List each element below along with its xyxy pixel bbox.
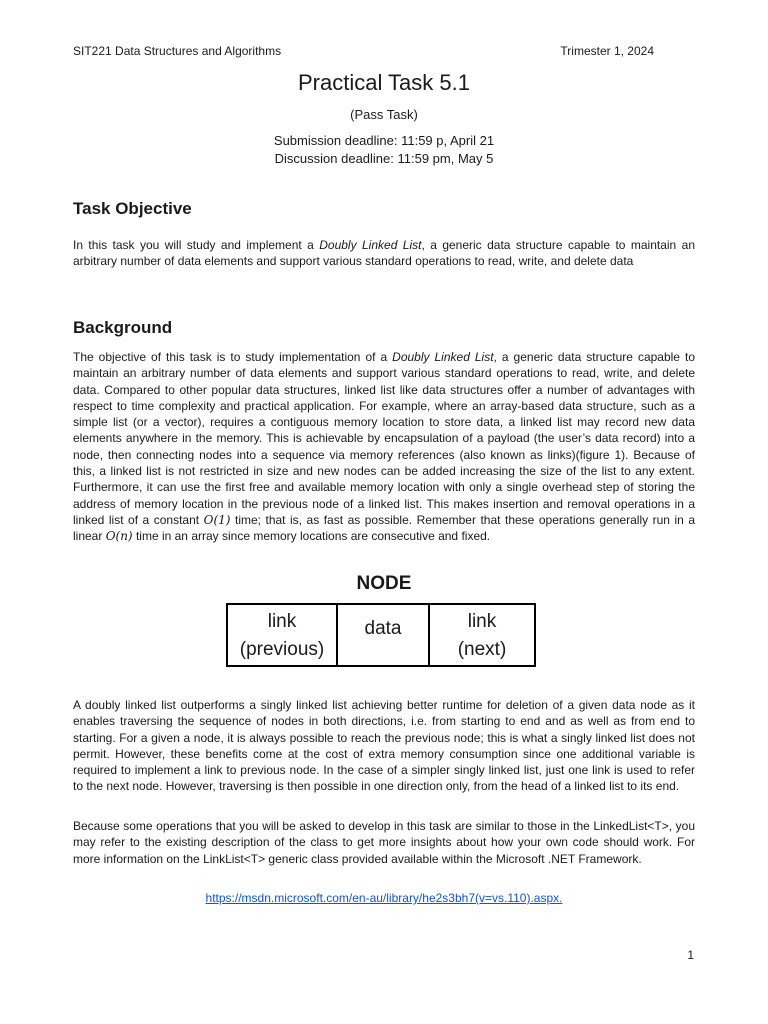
page-number: 1	[687, 948, 694, 962]
prev-link-label: link	[267, 611, 297, 632]
objective-heading: Task Objective	[73, 199, 192, 218]
bg1-text-c: time; that is, as fast as possible. Remember that these operations generally run in a linear	[73, 512, 695, 544]
node-figure-title: NODE	[356, 573, 412, 594]
linear-time-math: O(n)	[105, 529, 133, 544]
node-next-link-cell	[430, 605, 534, 665]
prev-link-sublabel: (previous)	[239, 639, 325, 660]
msdn-link-line	[0, 891, 768, 905]
background-paragraph-3: Because some operations that you will be asked to develop in this task are similar to those in the LinkedList<T>, you may refer to the existing description of the class to get more insights about how your own code should work. For more information on the LinkList<T> generic class provided available within the Microsoft .NET Framework.	[73, 819, 695, 866]
background-paragraph-2: A doubly linked list outperforms a singly linked list achieving better runtime for deletion of a given data node as it enables traversing the sequence of nodes in both directions, i.e. from starting to end and as well as from end to starting. For a given a node, it is always possible to reach the previous node; this is what a singly linked list does not permit. However, these benefits come at the cost of extra memory consumption since one additional variable is required to implement a link to previous node. In the case of a simpler singly linked list, just one link is used to refer to the next node. However, traversing is then possible in one direction only, from the head of a linked list to its end.	[73, 698, 695, 794]
discussion-deadline: Discussion deadline: 11:59 pm, May 5	[274, 151, 494, 166]
objective-text-2: , a generic data structure capable to maintain an arbitrary number of data elements and support various standard operations to read, write, and delete data	[73, 238, 695, 269]
msdn-link[interactable]: https://msdn.microsoft.com/en-au/library/he2s3bh7(v=vs.110).aspx.	[205, 891, 563, 905]
next-link-sublabel: (next)	[457, 639, 507, 660]
node-prev-link-cell	[228, 605, 338, 665]
objective-emphasis: Doubly Linked List	[319, 238, 422, 252]
background-heading: Background	[73, 318, 173, 337]
bg1-text-b: , a generic data structure capable to maintain an arbitrary number of data elements and support various standard operations to read, write, and delete data. Compared to other popular data structures, linked list like data structures offer a number of advantages with respect to time complexity and practical application. For example, where an array-based data structure, such as a simple list (or a vector), requires a contiguous memory location to store data, a linked list may record new data elements anywhere in the memory. This is achievable by encapsulation of a payload (the user’s data record) into a node, then connecting nodes into a sequence via memory references (also known as links)(figure 1). Because of this, a linked list is not restricted in size and new nodes can be added increasing the size of the list to any extent. Furthermore, it can use the first free and available memory location with only a single overhead step of storing the address of memory location in the previous node of a linked list. This makes insertion and removal operations in a linked list of a constant	[73, 350, 695, 527]
next-link-label: link	[467, 611, 497, 632]
page-subtitle: (Pass Task)	[350, 107, 418, 122]
node-figure	[226, 603, 536, 667]
data-label: data	[364, 618, 402, 639]
header-course: SIT221 Data Structures and Algorithms	[73, 44, 282, 58]
objective-paragraph	[73, 237, 695, 270]
bg1-emphasis: Doubly Linked List	[392, 350, 494, 364]
submission-deadline: Submission deadline: 11:59 p, April 21	[273, 133, 495, 148]
background-paragraph-1	[73, 349, 695, 545]
bg1-text-a: The objective of this task is to study implementation of a	[73, 350, 393, 364]
page-title: Practical Task 5.1	[297, 70, 470, 95]
header-term: Trimester 1, 2024	[560, 44, 654, 58]
objective-text-1: In this task you will study and implement a	[73, 238, 320, 252]
bg1-text-d: time in an array since memory locations are consecutive and fixed.	[132, 529, 491, 544]
node-data-cell	[338, 605, 430, 665]
constant-time-math: O(1)	[203, 512, 231, 527]
